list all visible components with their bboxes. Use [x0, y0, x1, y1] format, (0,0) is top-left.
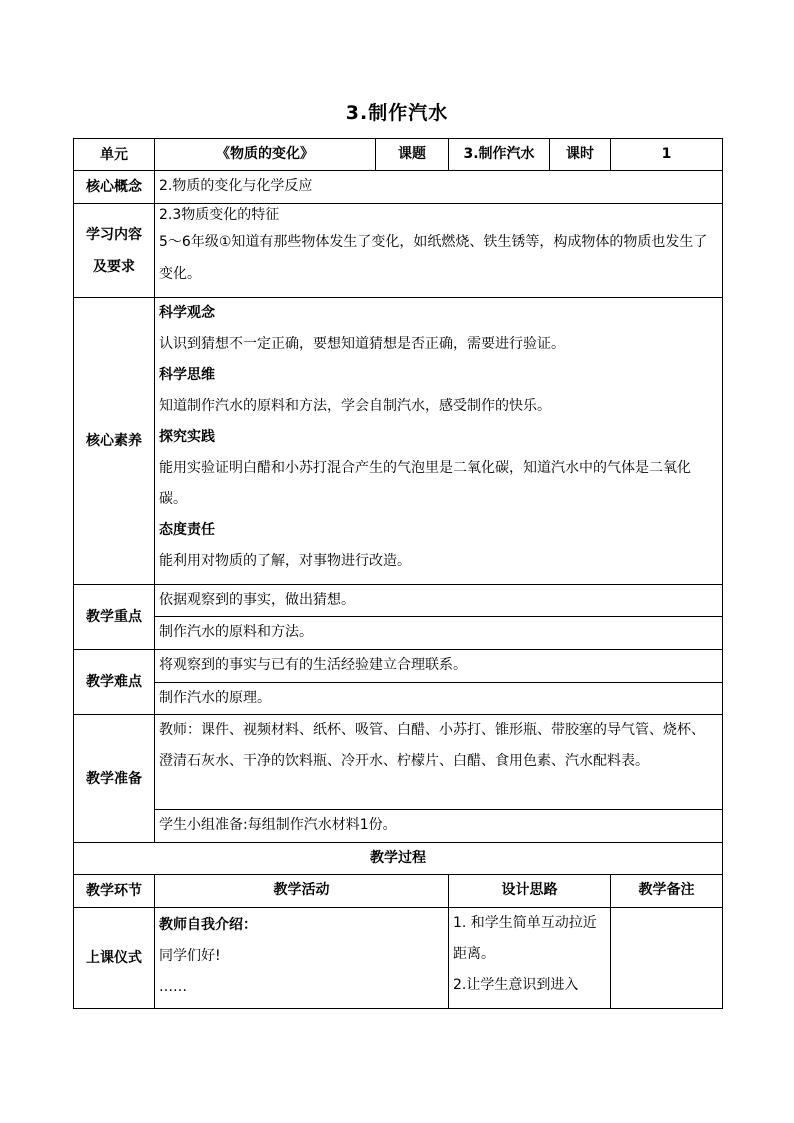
col-activity-header: 教学活动 [155, 875, 449, 908]
unit-value: 《物质的变化》 [155, 139, 376, 171]
learning-content-line2: 5～6年级①知道有那些物体发生了变化，如纸燃烧、铁生锈等，构成物体的物质也发生了变化。 [159, 234, 708, 282]
design-line: 2.让学生意识到进入 [453, 977, 579, 993]
key-points-row-1 [74, 585, 723, 617]
literacy-heading: 探究实践 [159, 429, 215, 445]
activity-heading: 教师自我介绍： [159, 917, 257, 933]
literacy-text: 能利用对物质的了解，对事物进行改造。 [159, 553, 411, 569]
literacy-text: 能用实验证明白醋和小苏打混合产生的气泡里是二氧化碳，知道汽水中的气体是二氧化碳。 [159, 460, 691, 507]
design-line: 1. 和学生简单互动拉近距离。 [453, 915, 597, 962]
key-points-label: 教学重点 [74, 585, 155, 650]
period-label: 课时 [550, 139, 611, 171]
activity-line: …… [159, 979, 187, 995]
literacy-text: 知道制作汽水的原料和方法，学会自制汽水，感受制作的快乐。 [159, 398, 551, 414]
unit-label: 单元 [74, 139, 155, 171]
key-point-item: 依据观察到的事实，做出猜想。 [155, 585, 723, 617]
learning-content-value [155, 204, 723, 298]
header-row [74, 139, 723, 171]
col-stage-header: 教学环节 [74, 875, 155, 908]
core-concept-label: 核心概念 [74, 171, 155, 204]
process-activity [155, 908, 449, 1009]
difficulties-row-1 [74, 650, 723, 683]
process-section-title: 教学过程 [74, 843, 723, 875]
period-value: 1 [611, 139, 723, 171]
difficulties-label: 教学难点 [74, 650, 155, 715]
key-point-item: 制作汽水的原料和方法。 [155, 617, 723, 650]
lesson-value: 3.制作汽水 [449, 139, 550, 171]
difficulty-item: 将观察到的事实与已有的生活经验建立合理联系。 [155, 650, 723, 683]
literacy-text: 认识到猜想不一定正确，要想知道猜想是否正确，需要进行验证。 [159, 336, 565, 352]
preparation-row-1 [74, 715, 723, 810]
process-stage: 上课仪式 [74, 908, 155, 1009]
literacy-heading: 态度责任 [159, 522, 215, 538]
page-title: 3.制作汽水 [345, 102, 449, 124]
preparation-student: 学生小组准备:每组制作汽水材料1份。 [155, 810, 723, 843]
learning-content-label-text: 学习内容及要求 [86, 226, 142, 275]
learning-content-label [74, 204, 155, 298]
process-header-row [74, 875, 723, 908]
core-literacy-content [155, 298, 723, 585]
activity-line: 同学们好! [159, 948, 221, 964]
col-design-header: 设计思路 [449, 875, 611, 908]
col-notes-header: 教学备注 [611, 875, 723, 908]
process-design [449, 908, 611, 1009]
core-literacy-label: 核心素养 [74, 298, 155, 585]
core-concept-value: 2.物质的变化与化学反应 [155, 171, 723, 204]
literacy-heading: 科学思维 [159, 367, 215, 383]
core-concept-row [74, 171, 723, 204]
difficulty-item: 制作汽水的原理。 [155, 683, 723, 715]
key-points-row-2 [74, 617, 723, 650]
preparation-label: 教学准备 [74, 715, 155, 843]
learning-content-row [74, 204, 723, 298]
literacy-heading: 科学观念 [159, 305, 215, 321]
core-literacy-row [74, 298, 723, 585]
lesson-plan-table [73, 138, 723, 1009]
preparation-row-2 [74, 810, 723, 843]
preparation-teacher: 教师：课件、视频材料、纸杯、吸管、白醋、小苏打、锥形瓶、带胶塞的导气管、烧杯、澄清石灰水、干净的饮料瓶、冷开水、柠檬片、白醋、食用色素、汽水配料表。 [155, 715, 723, 810]
process-row [74, 908, 723, 1009]
difficulties-row-2 [74, 683, 723, 715]
process-notes [611, 908, 723, 1009]
lesson-label: 课题 [376, 139, 449, 171]
process-title-row [74, 843, 723, 875]
learning-content-line1: 2.3物质变化的特征 [159, 207, 280, 223]
